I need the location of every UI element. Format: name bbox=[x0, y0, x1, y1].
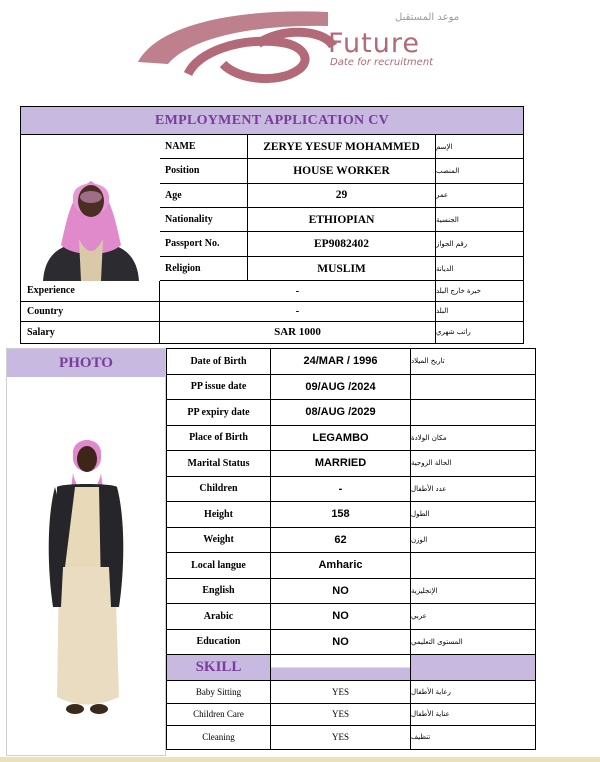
detail-value: NO bbox=[271, 630, 411, 655]
detail-arabic-label: تاريخ الميلاد bbox=[411, 357, 445, 366]
detail-value: NO bbox=[271, 604, 411, 629]
detail-value: 09/AUG /2024 bbox=[271, 375, 411, 400]
detail-label: Date of Birth bbox=[167, 349, 271, 374]
detail-label: Arabic bbox=[167, 604, 271, 629]
detail-arabic-label: الإنجليزية bbox=[411, 586, 438, 595]
details-section bbox=[6, 348, 536, 756]
detail-label: Marital Status bbox=[167, 451, 271, 476]
detail-row bbox=[167, 579, 535, 605]
field-arabic-label: الإسم bbox=[436, 142, 453, 151]
skill-row bbox=[167, 681, 535, 704]
skill-header-filler bbox=[411, 655, 535, 680]
skill-header-spacer bbox=[271, 655, 411, 680]
detail-value: Amharic bbox=[271, 553, 411, 578]
logo-brand: Future bbox=[328, 28, 420, 59]
detail-arabic-label bbox=[411, 375, 535, 400]
detail-row bbox=[167, 630, 535, 656]
field-label: Country bbox=[21, 302, 160, 322]
field-label: Age bbox=[160, 184, 248, 207]
field-label: NAME bbox=[160, 135, 248, 158]
detail-arabic-label: مكان الولادة bbox=[411, 433, 447, 442]
field-label: Passport No. bbox=[160, 232, 248, 255]
detail-row bbox=[167, 451, 535, 477]
field-label: Position bbox=[160, 159, 248, 182]
skill-header-row bbox=[167, 655, 535, 681]
personal-row bbox=[160, 232, 523, 256]
detail-label: Children bbox=[167, 477, 271, 502]
detail-value: 158 bbox=[271, 502, 411, 527]
work-row bbox=[21, 281, 523, 302]
detail-value: 62 bbox=[271, 528, 411, 553]
skill-value: YES bbox=[271, 681, 411, 703]
detail-value: MARRIED bbox=[271, 451, 411, 476]
skill-arabic-label: رعاية الأطفال bbox=[411, 687, 451, 696]
field-label: Salary bbox=[21, 322, 160, 343]
detail-arabic-label: عدد الأطفال bbox=[411, 484, 447, 493]
detail-label: PP issue date bbox=[167, 375, 271, 400]
field-label: Religion bbox=[160, 257, 248, 281]
field-label: Experience bbox=[21, 281, 160, 301]
detail-row bbox=[167, 502, 535, 528]
detail-arabic-label: عربي bbox=[411, 612, 427, 621]
skill-value: YES bbox=[271, 704, 411, 726]
field-arabic-label: رقم الجواز bbox=[436, 239, 468, 248]
cv-title: EMPLOYMENT APPLICATION CV bbox=[21, 107, 523, 135]
field-arabic-label: عمر bbox=[436, 191, 449, 200]
skill-arabic-label: تنظيف bbox=[411, 733, 431, 742]
field-value: HOUSE WORKER bbox=[248, 159, 436, 182]
field-value: MUSLIM bbox=[248, 257, 436, 281]
field-value: SAR 1000 bbox=[160, 322, 436, 343]
detail-row bbox=[167, 375, 535, 401]
detail-row bbox=[167, 528, 535, 554]
detail-row bbox=[167, 604, 535, 630]
skill-header: SKILL bbox=[167, 655, 271, 680]
field-value: - bbox=[160, 281, 436, 301]
field-arabic-label: خبرة خارج البلد bbox=[436, 286, 481, 295]
detail-row bbox=[167, 477, 535, 503]
skill-label: Baby Sitting bbox=[167, 681, 271, 703]
detail-row bbox=[167, 349, 535, 375]
field-arabic-label: راتب شهري bbox=[436, 328, 471, 337]
personal-row bbox=[160, 208, 523, 232]
detail-value: LEGAMBO bbox=[271, 426, 411, 451]
logo-arabic-name: موعد المستقبل bbox=[395, 12, 460, 23]
field-arabic-label: البلد bbox=[436, 307, 449, 316]
work-row bbox=[21, 322, 523, 343]
field-value: 29 bbox=[248, 184, 436, 207]
skill-arabic-label: عناية الأطفال bbox=[411, 710, 450, 719]
page-footer-bar bbox=[0, 757, 600, 762]
full-photo-column bbox=[6, 348, 166, 756]
skill-row bbox=[167, 726, 535, 749]
personal-row bbox=[160, 184, 523, 208]
field-value: - bbox=[160, 302, 436, 322]
detail-label: Local langue bbox=[167, 553, 271, 578]
detail-label: Height bbox=[167, 502, 271, 527]
full-body-photo bbox=[7, 377, 165, 755]
field-value: ZERYE YESUF MOHAMMED bbox=[248, 135, 436, 158]
detail-arabic-label bbox=[411, 553, 535, 578]
detail-arabic-label bbox=[411, 400, 535, 425]
detail-label: Place of Birth bbox=[167, 426, 271, 451]
skill-label: Cleaning bbox=[167, 726, 271, 749]
cv-summary-table bbox=[20, 106, 524, 344]
work-row bbox=[21, 302, 523, 323]
detail-value: 24/MAR / 1996 bbox=[271, 349, 411, 374]
personal-row bbox=[160, 135, 523, 159]
detail-label: English bbox=[167, 579, 271, 604]
detail-label: Weight bbox=[167, 528, 271, 553]
skill-value: YES bbox=[271, 726, 411, 749]
field-arabic-label: الجنسية bbox=[436, 215, 459, 224]
detail-arabic-label: الحالة الزوجية bbox=[411, 459, 452, 468]
detail-value: 08/AUG /2029 bbox=[271, 400, 411, 425]
details-table bbox=[166, 348, 536, 750]
detail-value: - bbox=[271, 477, 411, 502]
detail-label: PP expiry date bbox=[167, 400, 271, 425]
field-arabic-label: المنصب bbox=[436, 166, 460, 175]
logo-tagline: Date for recruitment bbox=[330, 57, 434, 68]
personal-row bbox=[160, 159, 523, 183]
detail-value: NO bbox=[271, 579, 411, 604]
detail-row bbox=[167, 426, 535, 452]
detail-arabic-label: المستوى التعليمي bbox=[411, 637, 463, 646]
detail-arabic-label: الوزن bbox=[411, 535, 428, 544]
personal-row bbox=[160, 257, 523, 281]
skill-label: Children Care bbox=[167, 704, 271, 726]
skill-row bbox=[167, 704, 535, 727]
field-value: EP9082402 bbox=[248, 232, 436, 255]
field-arabic-label: الديانة bbox=[436, 264, 454, 273]
detail-row bbox=[167, 400, 535, 426]
detail-label: Education bbox=[167, 630, 271, 655]
portrait-photo bbox=[21, 135, 160, 281]
field-label: Nationality bbox=[160, 208, 248, 231]
photo-header: PHOTO bbox=[7, 349, 165, 377]
detail-row bbox=[167, 553, 535, 579]
field-value: ETHIOPIAN bbox=[248, 208, 436, 231]
detail-arabic-label: الطول bbox=[411, 510, 430, 519]
